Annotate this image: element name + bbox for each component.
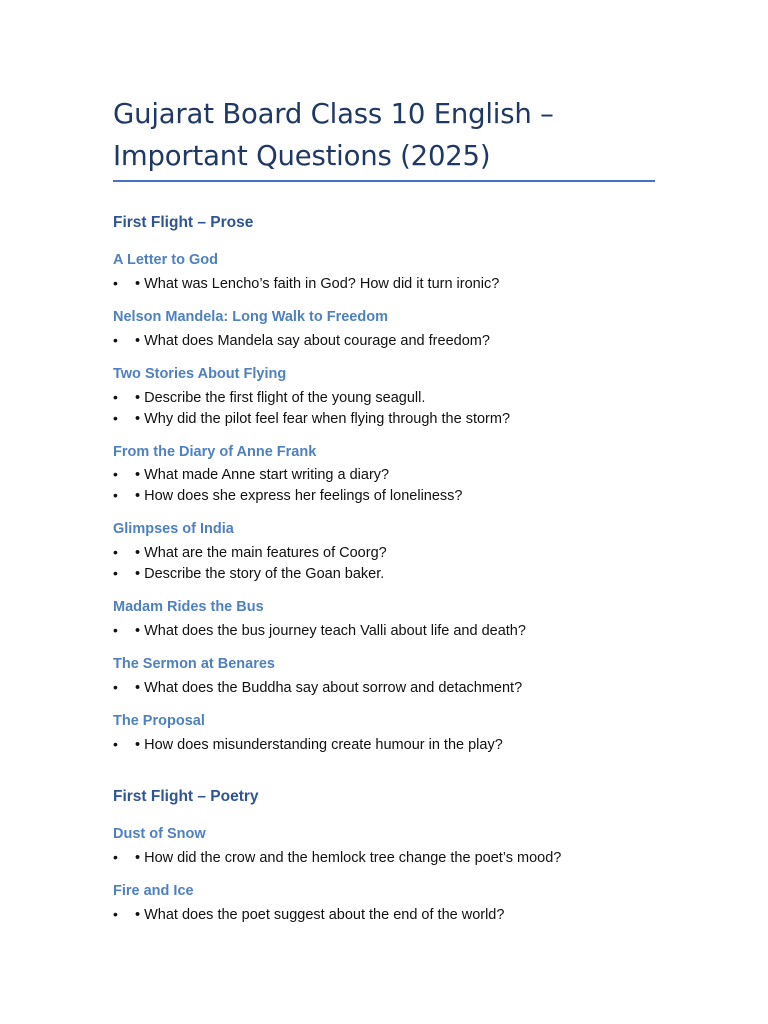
- list-item: • • How does she express her feelings of loneliness?: [113, 487, 463, 504]
- chapter-heading: Fire and Ice: [113, 883, 194, 899]
- bullet-icon: •: [113, 466, 118, 482]
- chapter-heading: Dust of Snow: [113, 826, 206, 842]
- bullet-icon: •: [113, 679, 118, 695]
- title-underline: [113, 180, 655, 182]
- chapter-heading: The Proposal: [113, 713, 205, 729]
- bullet-icon: •: [113, 332, 118, 348]
- chapter-heading: Glimpses of India: [113, 521, 234, 537]
- chapter-heading: Two Stories About Flying: [113, 366, 287, 382]
- list-item: • • What made Anne start writing a diary?: [113, 466, 390, 483]
- bullet-icon: •: [113, 487, 118, 503]
- chapter-heading: From the Diary of Anne Frank: [113, 444, 317, 460]
- list-item: • • How did the crow and the hemlock tree change the poet’s mood?: [113, 849, 562, 866]
- list-item: • • Describe the first flight of the young seagull.: [113, 389, 426, 406]
- bullet-icon: •: [113, 906, 118, 922]
- list-item: • • Describe the story of the Goan baker.: [113, 565, 385, 582]
- document-title: Gujarat Board Class 10 English – Important Questions (2025): [113, 98, 554, 172]
- bullet-icon: •: [113, 275, 118, 291]
- bullet-icon: •: [113, 565, 118, 581]
- section-heading-prose: First Flight – Prose: [113, 214, 254, 231]
- bullet-icon: •: [113, 544, 118, 560]
- list-item: • • What does the Buddha say about sorrow and detachment?: [113, 679, 523, 696]
- chapter-heading: Nelson Mandela: Long Walk to Freedom: [113, 309, 388, 325]
- bullet-icon: •: [113, 736, 118, 752]
- list-item: • • What was Lencho’s faith in God? How did it turn ironic?: [113, 275, 500, 292]
- bullet-icon: •: [113, 622, 118, 638]
- list-item: • • Why did the pilot feel fear when flying through the storm?: [113, 410, 511, 427]
- list-item: • • What does Mandela say about courage and freedom?: [113, 332, 490, 349]
- chapter-heading: The Sermon at Benares: [113, 656, 275, 672]
- chapter-heading: A Letter to God: [113, 252, 218, 268]
- section-heading-poetry: First Flight – Poetry: [113, 788, 259, 805]
- bullet-icon: •: [113, 389, 118, 405]
- list-item: • • What are the main features of Coorg?: [113, 544, 387, 561]
- list-item: • • What does the poet suggest about the end of the world?: [113, 906, 505, 923]
- chapter-heading: Madam Rides the Bus: [113, 599, 264, 615]
- bullet-icon: •: [113, 849, 118, 865]
- list-item: • • How does misunderstanding create humour in the play?: [113, 736, 503, 753]
- bullet-icon: •: [113, 410, 118, 426]
- list-item: • • What does the bus journey teach Valli about life and death?: [113, 622, 526, 639]
